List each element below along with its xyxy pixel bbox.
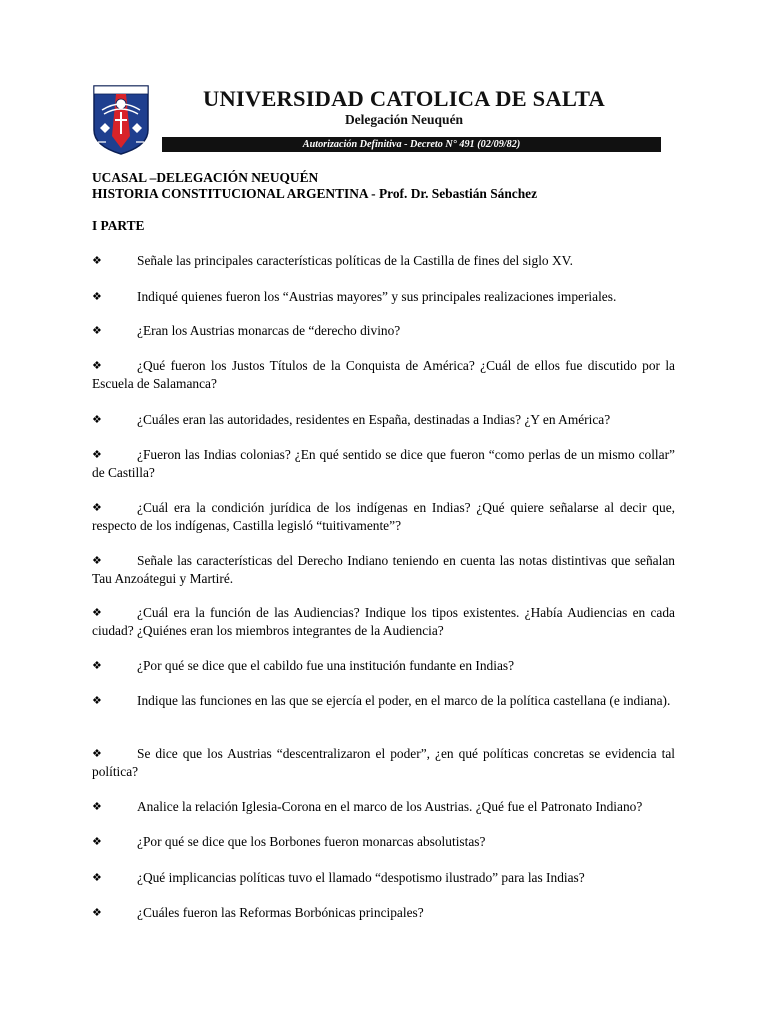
- question-text: ¿Qué fueron los Justos Títulos de la Conquista de América? ¿Cuál de ellos fue discutido por la Escuela de Salamanca?: [92, 358, 675, 391]
- bullet-diamond-icon: ❖: [92, 801, 102, 813]
- question-text: ¿Eran los Austrias monarcas de “derecho divino?: [137, 323, 401, 338]
- question-item: [92, 657, 675, 675]
- bullet-diamond-icon: ❖: [92, 836, 102, 848]
- question-item: [92, 288, 675, 306]
- bullet-diamond-icon: ❖: [92, 291, 102, 303]
- question-text: ¿Fueron las Indias colonias? ¿En qué sentido se dice que fueron “como perlas de un mismo collar” de Castilla?: [92, 447, 675, 480]
- question-item: [92, 322, 675, 340]
- question-item: [92, 798, 675, 816]
- bullet-diamond-icon: ❖: [92, 748, 102, 760]
- question-item: [92, 357, 675, 393]
- bullet-diamond-icon: ❖: [92, 907, 102, 919]
- question-item: [92, 904, 675, 922]
- course-line-subject: HISTORIA CONSTITUCIONAL ARGENTINA - Prof. Dr. Sebastián Sánchez: [92, 186, 538, 201]
- question-text: ¿Cuáles fueron las Reformas Borbónicas principales?: [137, 905, 424, 920]
- university-crest-logo: [92, 84, 150, 156]
- question-text: ¿Cuál era la condición jurídica de los indígenas en Indias? ¿Qué quiere señalarse al decir que, respecto de los indígenas, Castilla legisló “tuitivamente”?: [92, 500, 675, 533]
- question-item: [92, 446, 675, 482]
- question-text: ¿Cuáles eran las autoridades, residentes en España, destinadas a Indias? ¿Y en América?: [137, 412, 611, 427]
- bullet-diamond-icon: ❖: [92, 607, 102, 619]
- bullet-diamond-icon: ❖: [92, 255, 102, 267]
- question-item: [92, 833, 675, 851]
- bullet-diamond-icon: ❖: [92, 449, 102, 461]
- question-text: ¿Qué implicancias políticas tuvo el llamado “despotismo ilustrado” para las Indias?: [137, 870, 585, 885]
- question-text: Indiqué quienes fueron los “Austrias mayores” y sus principales realizaciones imperiales.: [137, 289, 617, 304]
- bullet-diamond-icon: ❖: [92, 360, 102, 372]
- question-item: [92, 411, 675, 429]
- question-text: ¿Cuál era la función de las Audiencias? Indique los tipos existentes. ¿Había Audiencias en cada ciudad? ¿Quiénes eran los miembros integrantes de la Audiencia?: [92, 605, 675, 638]
- question-item: [92, 252, 675, 270]
- course-line-institution: UCASAL –DELEGACIÓN NEUQUÉN: [92, 170, 319, 185]
- question-text: Indique las funciones en las que se ejercía el poder, en el marco de la política castellana (e indiana).: [137, 693, 671, 708]
- question-text: ¿Por qué se dice que el cabildo fue una institución fundante en Indias?: [137, 658, 515, 673]
- bullet-diamond-icon: ❖: [92, 660, 102, 672]
- question-text: Se dice que los Austrias “descentralizaron el poder”, ¿en qué políticas concretas se evidencia tal política?: [92, 746, 675, 779]
- bullet-diamond-icon: ❖: [92, 414, 102, 426]
- question-text: Señale las principales características políticas de la Castilla de fines del siglo XV.: [137, 253, 573, 268]
- university-title: UNIVERSIDAD CATOLICA DE SALTA: [203, 86, 605, 111]
- question-text: ¿Por qué se dice que los Borbones fueron monarcas absolutistas?: [137, 834, 486, 849]
- part-title: I PARTE: [92, 218, 145, 233]
- question-item: [92, 604, 675, 640]
- question-item: [92, 552, 675, 588]
- question-item: [92, 869, 675, 887]
- bullet-diamond-icon: ❖: [92, 695, 102, 707]
- course-header: [92, 170, 537, 202]
- bullet-diamond-icon: ❖: [92, 325, 102, 337]
- bullet-diamond-icon: ❖: [92, 555, 102, 567]
- bullet-diamond-icon: ❖: [92, 502, 102, 514]
- question-text: Analice la relación Iglesia-Corona en el marco de los Austrias. ¿Qué fue el Patronato Indiano?: [137, 799, 643, 814]
- bullet-diamond-icon: ❖: [92, 872, 102, 884]
- question-item: [92, 745, 675, 781]
- authorization-banner: Autorización Definitiva - Decreto N° 491 (02/09/82): [162, 137, 661, 152]
- question-item: [92, 692, 675, 710]
- delegation-subtitle: Delegación Neuquén: [344, 112, 464, 127]
- question-text: Señale las características del Derecho Indiano teniendo en cuenta las notas distintivas que señalan Tau Anzoátegui y Martiré.: [92, 553, 675, 586]
- question-item: [92, 499, 675, 535]
